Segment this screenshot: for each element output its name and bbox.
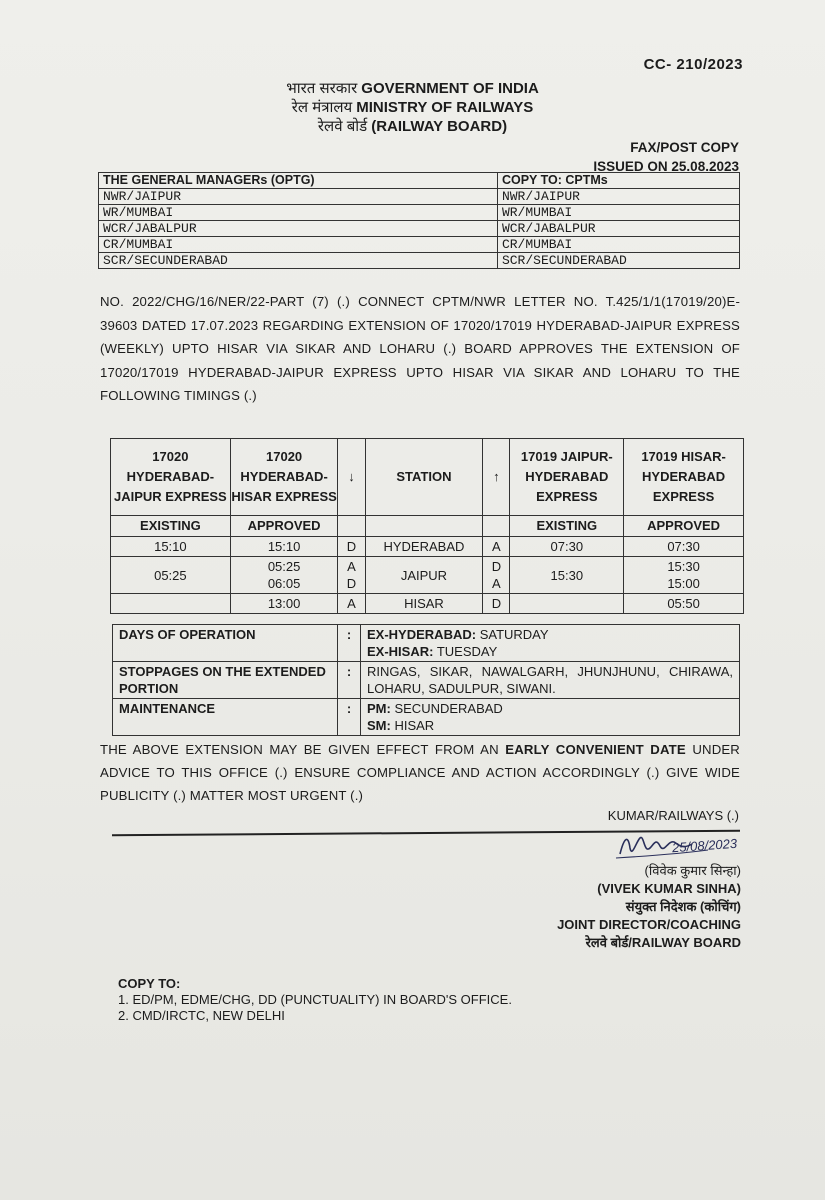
arr-dep-dn <box>338 537 365 557</box>
signatory-title: JOINT DIRECTOR/COACHING <box>557 917 741 932</box>
col-approved-dn-header: 17020 HYDERABAD-HISAR EXPRESS <box>230 439 338 516</box>
maintenance-label: MAINTENANCE <box>113 699 338 736</box>
closing-paragraph: THE ABOVE EXTENSION MAY BE GIVEN EFFECT FROM AN EARLY CONVENIENT DATE UNDER ADVICE TO THIS OFFICE (.) ENSURE COMPLIANCE AND ACTION ACCORDINGLY (.) GIVE WIDE PUBLICITY (.) MATTER MOST URGENT (.) <box>100 742 740 803</box>
existing-up-time <box>510 557 624 594</box>
fax-block <box>593 138 739 176</box>
copy-to-item: 1. ED/PM, EDME/CHG, DD (PUNCTUALITY) IN BOARD'S OFFICE. <box>118 992 512 1007</box>
to-item: WR/MUMBAI <box>99 205 498 221</box>
reference-number: CC- 210/2023 <box>643 56 743 73</box>
approved-up-time-line: 15:30 <box>667 559 700 574</box>
station-name: JAIPUR <box>365 557 483 594</box>
existing-up-time <box>510 594 624 614</box>
approved-up-time <box>624 537 744 557</box>
approved-up-time <box>624 557 744 594</box>
copy-item: WCR/JABALPUR <box>497 221 739 237</box>
arr-dep-dn-line: A <box>347 596 356 611</box>
stoppages-label: STOPPAGES ON THE EXTENDED PORTION <box>113 662 338 699</box>
to-item: NWR/JAIPUR <box>99 189 498 205</box>
colon: : <box>338 699 361 736</box>
stoppages-value: RINGAS, SIKAR, NAWALGARH, JHUNJHUNU, CHIRAWA, LOHARU, SADULPUR, SIWANI. <box>361 662 740 699</box>
copy-item: SCR/SECUNDERABAD <box>497 253 739 269</box>
existing-dn-time <box>111 537 231 557</box>
existing-up-time-line: 15:30 <box>550 567 584 583</box>
approved-up-time <box>624 594 744 614</box>
arr-dep-up <box>483 557 510 594</box>
body-paragraph: NO. 2022/CHG/16/NER/22-PART (7) (.) CONNECT CPTM/NWR LETTER NO. T.425/1/1(17019/20)E-39603 DATED 17.07.2023 REGARDING EXTENSION OF 17020/17019 HYDERABAD-JAIPUR EXPRESS (WEEKLY) UPTO HISAR VIA SIKAR AND LOHARU (.) BOARD APPROVES THE EXTENSION OF 17020/17019 HYDERABAD-JAIPUR EXPRESS UPTO HISAR VIA SIKAR AND LOHARU TO THE FOLLOWING TIMINGS (.) <box>100 294 740 403</box>
fax-label: FAX/POST COPY <box>630 140 739 155</box>
timetable <box>110 438 744 614</box>
arr-dep-dn-line: D <box>346 576 357 591</box>
copy-to-title: COPY TO: <box>118 976 181 991</box>
existing-dn-time <box>111 594 231 614</box>
existing-label: EXISTING <box>510 516 624 537</box>
col-existing-dn-header: 17020 HYDERABAD-JAIPUR EXPRESS <box>111 439 231 516</box>
approved-up-time-line: 15:00 <box>667 576 700 591</box>
approved-dn-time <box>230 537 338 557</box>
addressee-table <box>98 172 740 269</box>
to-header: THE GENERAL MANAGERs (OPTG) <box>99 173 498 189</box>
approved-dn-time <box>230 557 338 594</box>
approved-up-time-line: 05:50 <box>667 596 700 611</box>
issued-date: ISSUED ON 25.08.2023 <box>593 159 739 174</box>
copy-item: NWR/JAIPUR <box>497 189 739 205</box>
arrow-down-header: ↓ <box>338 439 365 516</box>
header-government: भारत सरकार GOVERNMENT OF INDIA <box>286 80 539 97</box>
existing-up-time <box>510 537 624 557</box>
days-label: DAYS OF OPERATION <box>113 625 338 662</box>
timetable-row <box>111 537 744 557</box>
days-value: EX-HYDERABAD: SATURDAY EX-HISAR: TUESDAY <box>361 625 740 662</box>
approved-dn-time <box>230 594 338 614</box>
station-name: HISAR <box>365 594 483 614</box>
maintenance-value: PM: SECUNDERABAD SM: HISAR <box>361 699 740 736</box>
colon: : <box>338 662 361 699</box>
col-approved-up-header: 17019 HISAR-HYDERABAD EXPRESS <box>624 439 744 516</box>
existing-label: EXISTING <box>111 516 231 537</box>
signature-date: 25/08/2023 <box>671 835 738 856</box>
copy-header: COPY TO: CPTMs <box>497 173 739 189</box>
signatory-name: (VIVEK KUMAR SINHA) <box>597 881 741 896</box>
timetable-body <box>111 537 744 614</box>
approved-dn-time-line: 13:00 <box>267 596 301 611</box>
arr-dep-dn-line: D <box>346 539 357 554</box>
signatory-office: रेलवे बोर्ड/RAILWAY BOARD <box>585 935 741 950</box>
copy-item: WR/MUMBAI <box>497 205 739 221</box>
approved-dn-time-line: 05:25 <box>267 559 301 574</box>
timetable-row <box>111 594 744 614</box>
arr-dep-dn <box>338 557 365 594</box>
to-item: WCR/JABALPUR <box>99 221 498 237</box>
existing-dn-time-line: 05:25 <box>154 567 187 583</box>
station-name: HYDERABAD <box>365 537 483 557</box>
sender-line: KUMAR/RAILWAYS (.) <box>607 808 739 823</box>
existing-dn-time <box>111 557 231 594</box>
approved-label: APPROVED <box>624 516 744 537</box>
arr-dep-up-line: A <box>492 576 501 591</box>
header-board: रेलवे बोर्ड (RAILWAY BOARD) <box>317 118 508 135</box>
operations-table <box>112 624 740 736</box>
copy-item: CR/MUMBAI <box>497 237 739 253</box>
existing-dn-time-line: 15:10 <box>154 539 187 554</box>
timetable-row <box>111 557 744 594</box>
to-item: CR/MUMBAI <box>99 237 498 253</box>
header-ministry: रेल मंत्रालय MINISTRY OF RAILWAYS <box>291 99 534 116</box>
approved-up-time-line: 07:30 <box>667 539 700 554</box>
copy-to-block <box>118 976 512 1024</box>
station-header: STATION <box>365 439 483 516</box>
arr-dep-dn-line: A <box>347 559 356 574</box>
col-existing-up-header: 17019 JAIPUR-HYDERABAD EXPRESS <box>510 439 624 516</box>
copy-to-item: 2. CMD/IRCTC, NEW DELHI <box>118 1008 285 1023</box>
approved-dn-time-line: 06:05 <box>267 576 301 591</box>
arr-dep-up-line: A <box>492 539 501 554</box>
to-item: SCR/SECUNDERABAD <box>99 253 498 269</box>
signatory-name-hindi: (विवेक कुमार सिन्हा) <box>644 863 741 878</box>
colon: : <box>338 625 361 662</box>
arr-dep-up <box>483 594 510 614</box>
arr-dep-up <box>483 537 510 557</box>
arr-dep-up-line: D <box>491 596 502 611</box>
approved-dn-time-line: 15:10 <box>267 539 301 554</box>
signatory-title-hindi: संयुक्त निदेशक (कोचिंग) <box>625 899 741 914</box>
arr-dep-dn <box>338 594 365 614</box>
approved-label: APPROVED <box>230 516 338 537</box>
existing-up-time-line: 07:30 <box>550 539 584 554</box>
arr-dep-up-line: D <box>491 559 502 574</box>
signature-block <box>557 862 741 952</box>
arrow-up-header: ↑ <box>483 439 510 516</box>
